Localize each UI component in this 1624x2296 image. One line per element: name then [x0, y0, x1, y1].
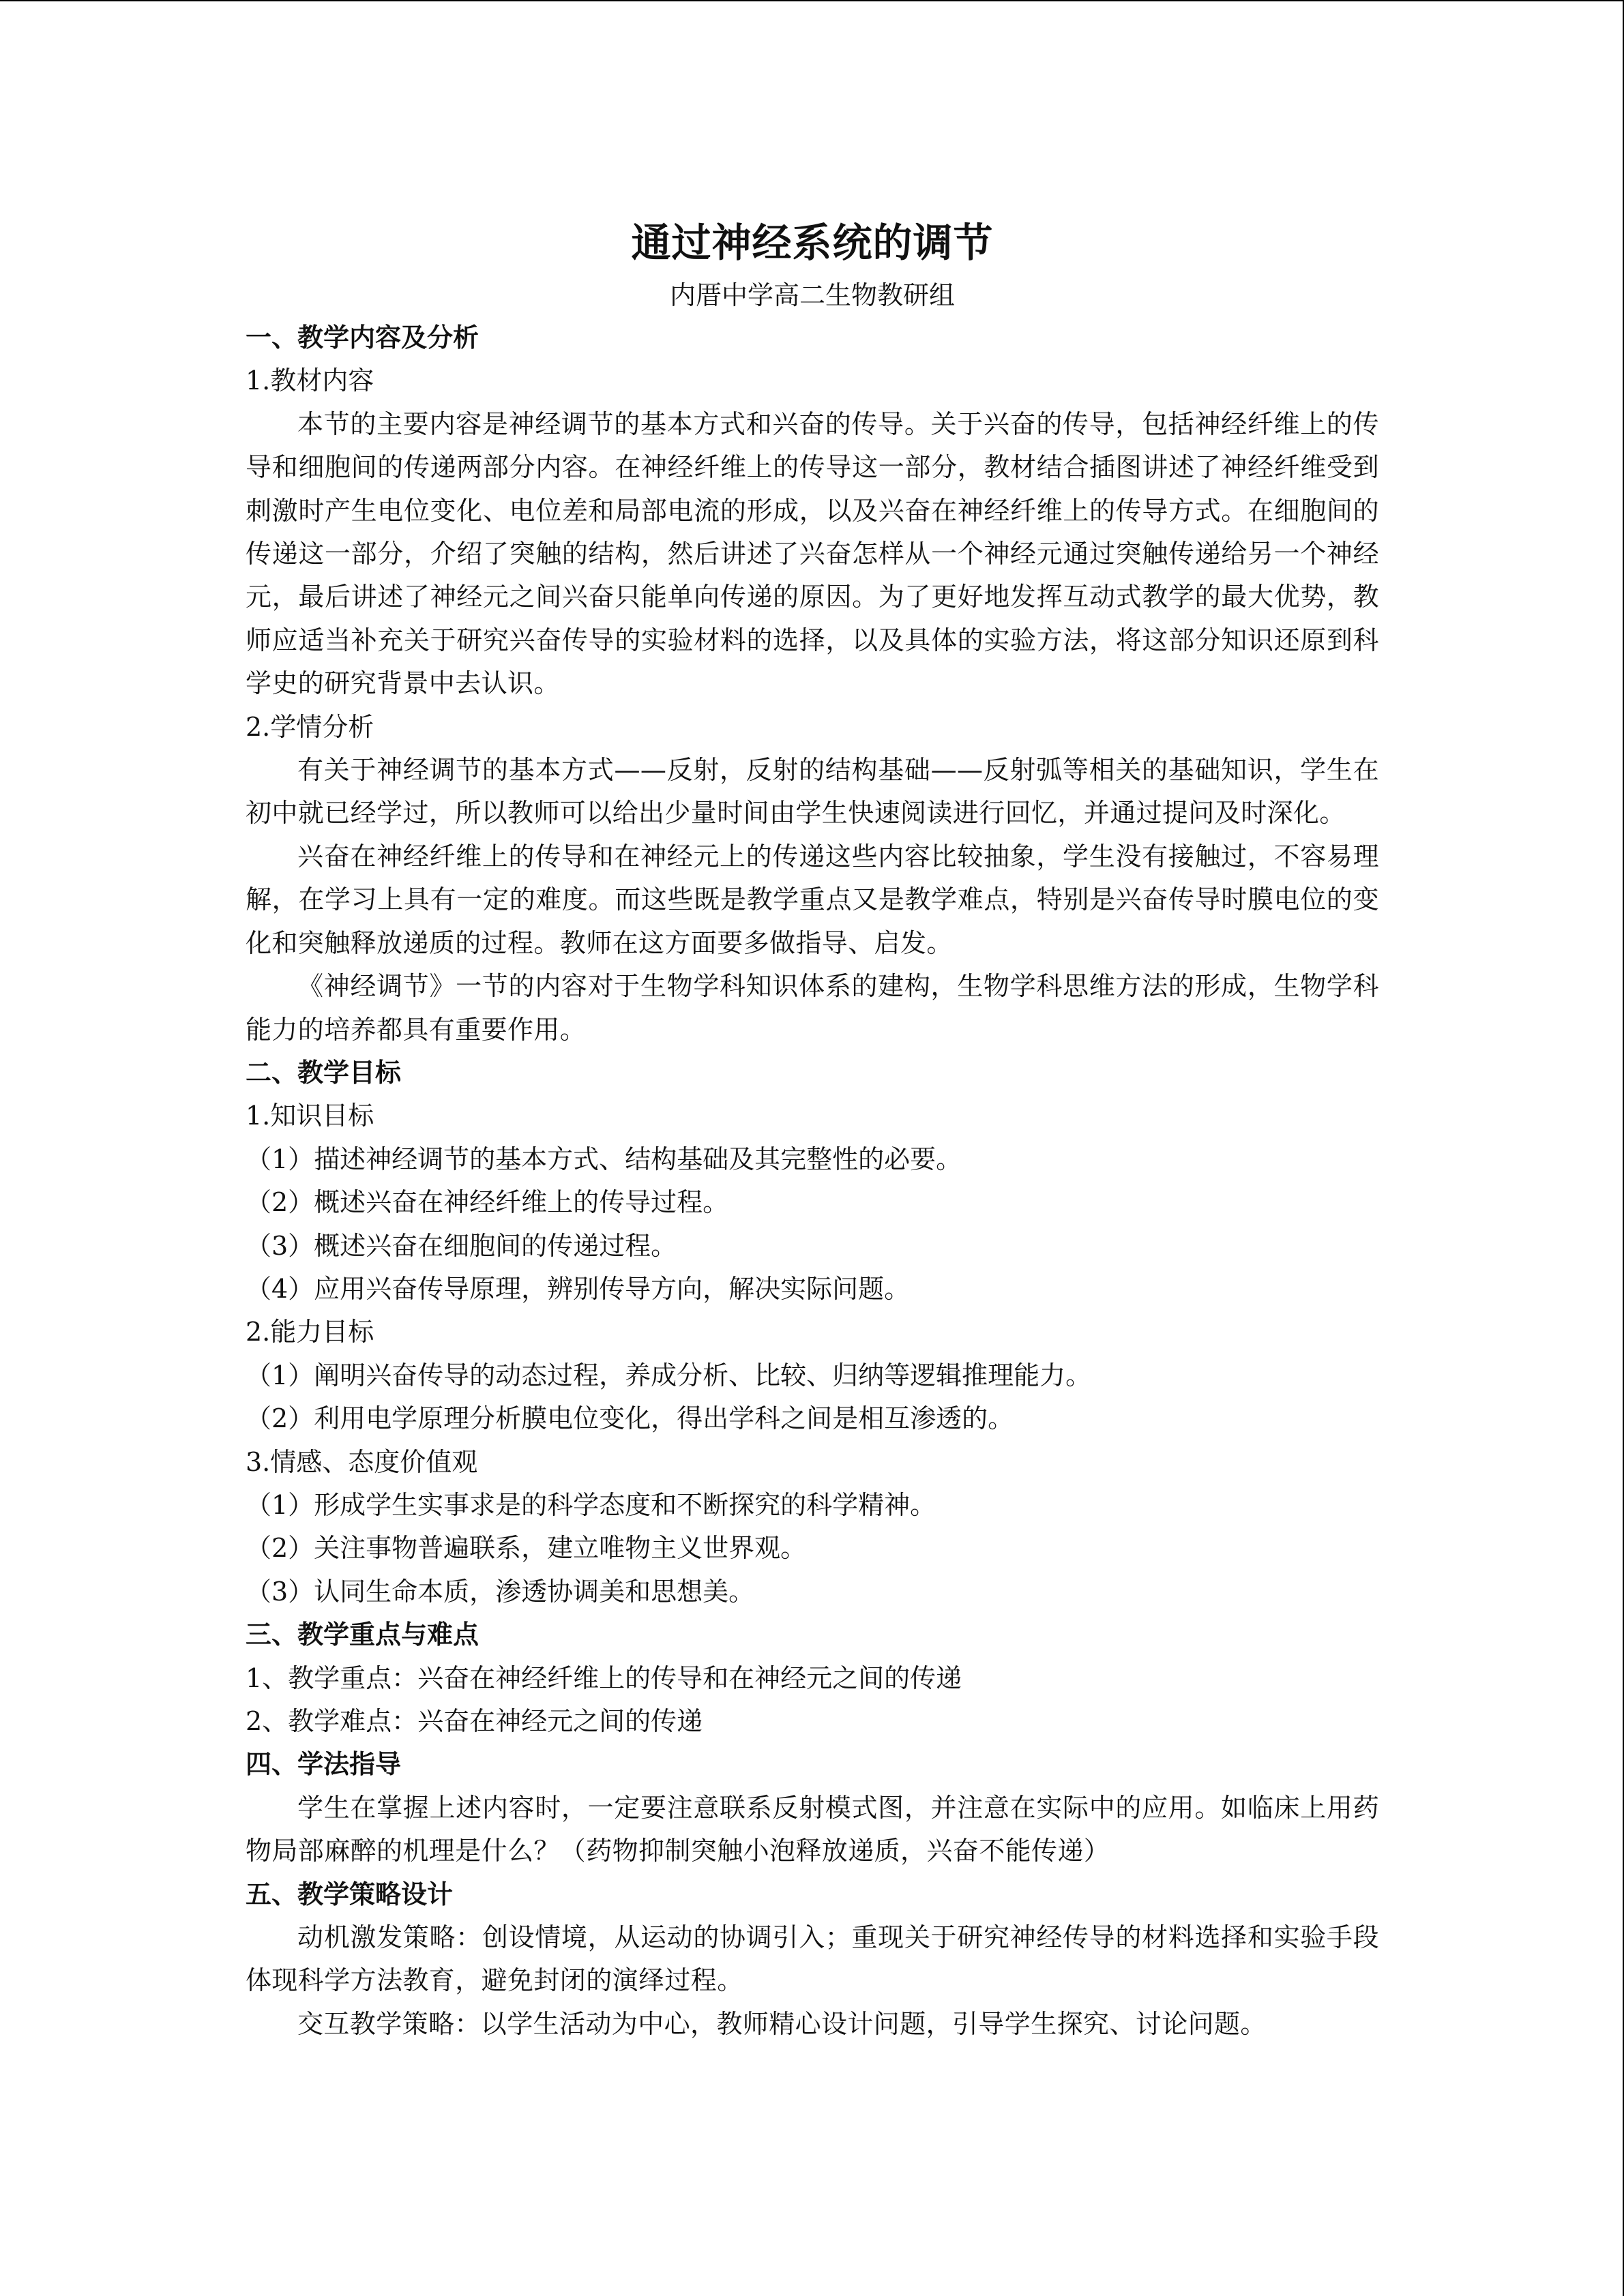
list-item-knowledge-3: （3）概述兴奋在细胞间的传递过程。	[246, 1230, 677, 1261]
subheading-knowledge-goals: 1.知识目标	[246, 1101, 374, 1131]
paragraph-interaction-strategy: 交互教学策略：以学生活动为中心，教师精心设计问题，引导学生探究、讨论问题。	[297, 2008, 1267, 2039]
subheading-ability-goals: 2.能力目标	[246, 1317, 374, 1347]
paragraph-student-analysis-2: 兴奋在神经纤维上的传导和在神经元上的传递这些内容比较抽象，学生没有接触过，不容易理解，在学习上具有一定的难度。而这些既是教学重点又是教学难点，特别是兴奋传导时膜电位的变化和突触释放递质的过程。教师在这方面要多做指导、启发。	[246, 841, 1379, 958]
section-heading-key-points: 三、教学重点与难点	[246, 1620, 479, 1650]
section-heading-study-guidance: 四、学法指导	[246, 1749, 402, 1780]
subheading-textbook-content: 1.教材内容	[246, 366, 374, 396]
paragraph-motivation-strategy: 动机激发策略：创设情境，从运动的协调引入；重现关于研究神经传导的材料选择和实验手段体现科学方法教育，避免封闭的演绎过程。	[246, 1922, 1379, 1996]
list-item-ability-2: （2）利用电学原理分析膜电位变化，得出学科之间是相互渗透的。	[246, 1403, 1014, 1434]
list-item-difficult-point: 2、教学难点：兴奋在神经元之间的传递	[246, 1706, 703, 1736]
list-item-emotion-3: （3）认同生命本质，渗透协调美和思想美。	[246, 1576, 755, 1607]
document-body	[246, 211, 1379, 2046]
paragraph-textbook-content: 本节的主要内容是神经调节的基本方式和兴奋的传导。关于兴奋的传导，包括神经纤维上的传导和细胞间的传递两部分内容。在神经纤维上的传导这一部分，教材结合插图讲述了神经纤维受到刺激时产生电位变化、电位差和局部电流的形成，以及兴奋在神经纤维上的传导方式。在细胞间的传递这一部分，介绍了突触的结构，然后讲述了兴奋怎样从一个神经元通过突触传递给另一个神经元，最后讲述了神经元之间兴奋只能单向传递的原因。为了更好地发挥互动式教学的最大优势，教师应适当补充关于研究兴奋传导的实验材料的选择，以及具体的实验方法，将这部分知识还原到科学史的研究背景中去认识。	[246, 408, 1379, 699]
paragraph-student-analysis-3: 《神经调节》一节的内容对于生物学科知识体系的建构，生物学科思维方法的形成，生物学科能力的培养都具有重要作用。	[246, 971, 1379, 1045]
list-item-knowledge-1: （1）描述神经调节的基本方式、结构基础及其完整性的必要。	[246, 1144, 962, 1174]
section-heading-content-analysis: 一、教学内容及分析	[246, 323, 479, 353]
subheading-emotion-goals: 3.情感、态度价值观	[246, 1446, 478, 1477]
paragraph-study-guidance: 学生在掌握上述内容时，一定要注意联系反射模式图，并注意在实际中的应用。如临床上用药物局部麻醉的机理是什么？（药物抑制突触小泡释放递质，兴奋不能传递）	[246, 1792, 1379, 1866]
list-item-knowledge-2: （2）概述兴奋在神经纤维上的传导过程。	[246, 1187, 729, 1218]
section-heading-teaching-goals: 二、教学目标	[246, 1057, 402, 1088]
list-item-emotion-2: （2）关注事物普遍联系，建立唯物主义世界观。	[246, 1533, 807, 1564]
section-heading-strategy-design: 五、教学策略设计	[246, 1879, 454, 1909]
list-item-emotion-1: （1）形成学生实事求是的科学态度和不断探究的科学精神。	[246, 1489, 936, 1520]
subheading-student-analysis: 2.学情分析	[246, 711, 374, 742]
document-author: 内厝中学高二生物教研组	[669, 280, 955, 310]
paragraph-student-analysis-1: 有关于神经调节的基本方式——反射，反射的结构基础——反射弧等相关的基础知识，学生在初中就已经学过，所以教师可以给出少量时间由学生快速阅读进行回忆，并通过提问及时深化。	[246, 755, 1379, 829]
list-item-ability-1: （1）阐明兴奋传导的动态过程，养成分析、比较、归纳等逻辑推理能力。	[246, 1360, 1092, 1390]
list-item-knowledge-4: （4）应用兴奋传导原理，辨别传导方向，解决实际问题。	[246, 1273, 911, 1304]
list-item-key-point: 1、教学重点：兴奋在神经纤维上的传导和在神经元之间的传递	[246, 1663, 962, 1693]
document-title: 通过神经系统的调节	[631, 220, 994, 266]
